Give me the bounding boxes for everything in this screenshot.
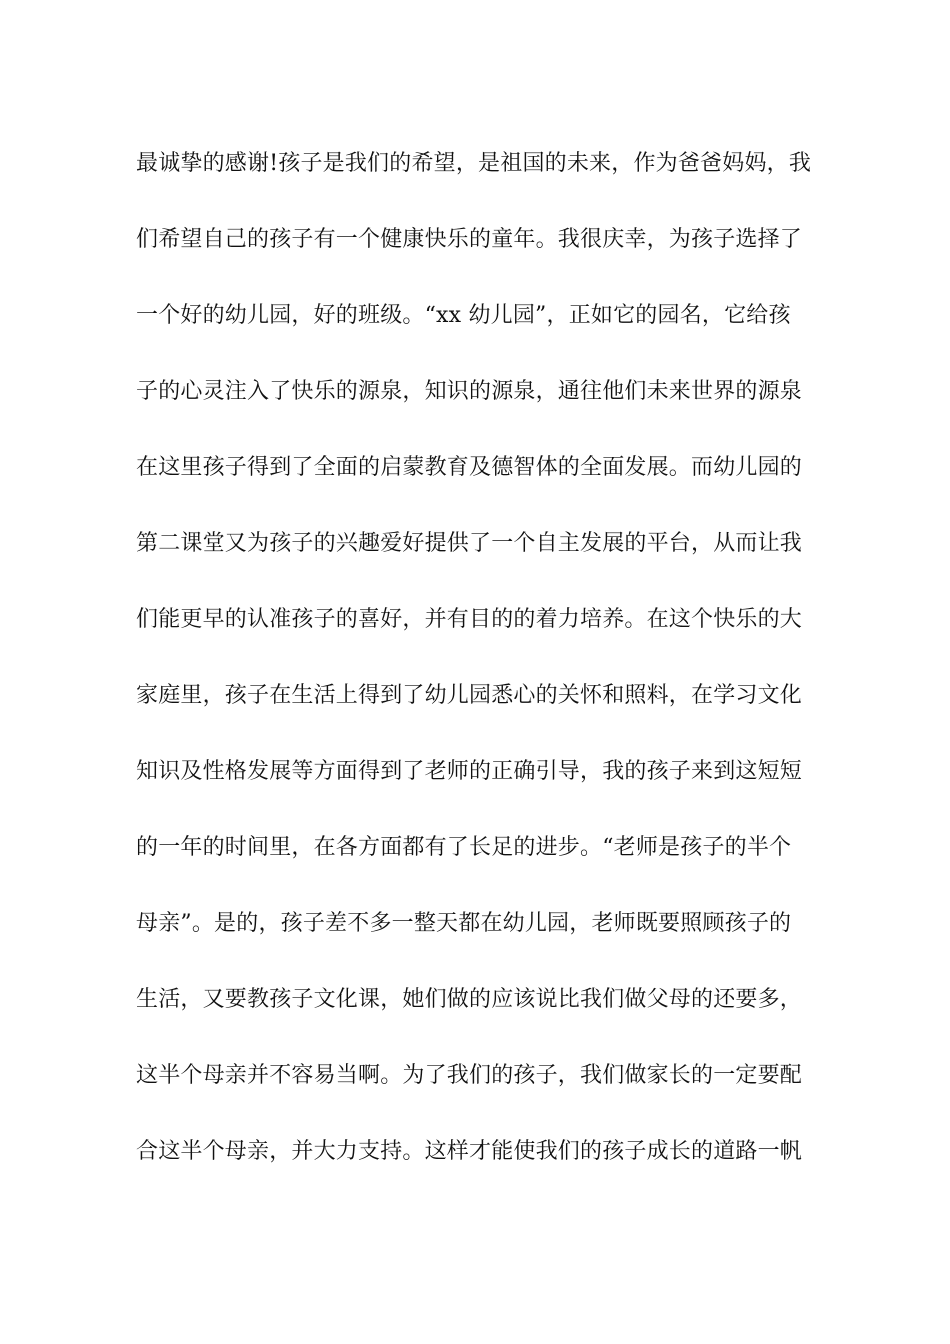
text-line-1: 最诚挚的感谢!孩子是我们的希望，是祖国的未来，作为爸爸妈妈，我	[136, 151, 812, 176]
text-line-2: 们希望自己的孩子有一个健康快乐的童年。我很庆幸，为孩子选择了	[136, 227, 803, 252]
text-line-10: 的一年的时间里，在各方面都有了长足的进步。“老师是孩子的半个	[136, 835, 792, 860]
text-line-6: 第二课堂又为孩子的兴趣爱好提供了一个自主发展的平台，从而让我	[136, 531, 803, 556]
text-line-3: 一个好的幼儿园，好的班级。“xx 幼儿园”，正如它的园名，它给孩	[136, 303, 791, 328]
text-line-11: 母亲”。是的，孩子差不多一整天都在幼儿园，老师既要照顾孩子的	[136, 911, 792, 936]
document-body	[136, 140, 816, 1204]
text-line-9: 知识及性格发展等方面得到了老师的正确引导，我的孩子来到这短短	[136, 759, 803, 784]
text-line-12: 生活，又要教孩子文化课，她们做的应该说比我们做父母的还要多，	[136, 987, 803, 1012]
text-line-14: 合这半个母亲，并大力支持。这样才能使我们的孩子成长的道路一帆	[136, 1139, 803, 1164]
text-line-7: 们能更早的认准孩子的喜好，并有目的的着力培养。在这个快乐的大	[136, 607, 803, 632]
text-line-4: 子的心灵注入了快乐的源泉，知识的源泉，通往他们未来世界的源泉	[136, 379, 803, 404]
text-line-8: 家庭里，孩子在生活上得到了幼儿园悉心的关怀和照料，在学习文化	[136, 683, 803, 708]
text-line-13: 这半个母亲并不容易当啊。为了我们的孩子，我们做家长的一定要配	[136, 1063, 803, 1088]
text-line-5: 在这里孩子得到了全面的启蒙教育及德智体的全面发展。而幼儿园的	[136, 455, 803, 480]
